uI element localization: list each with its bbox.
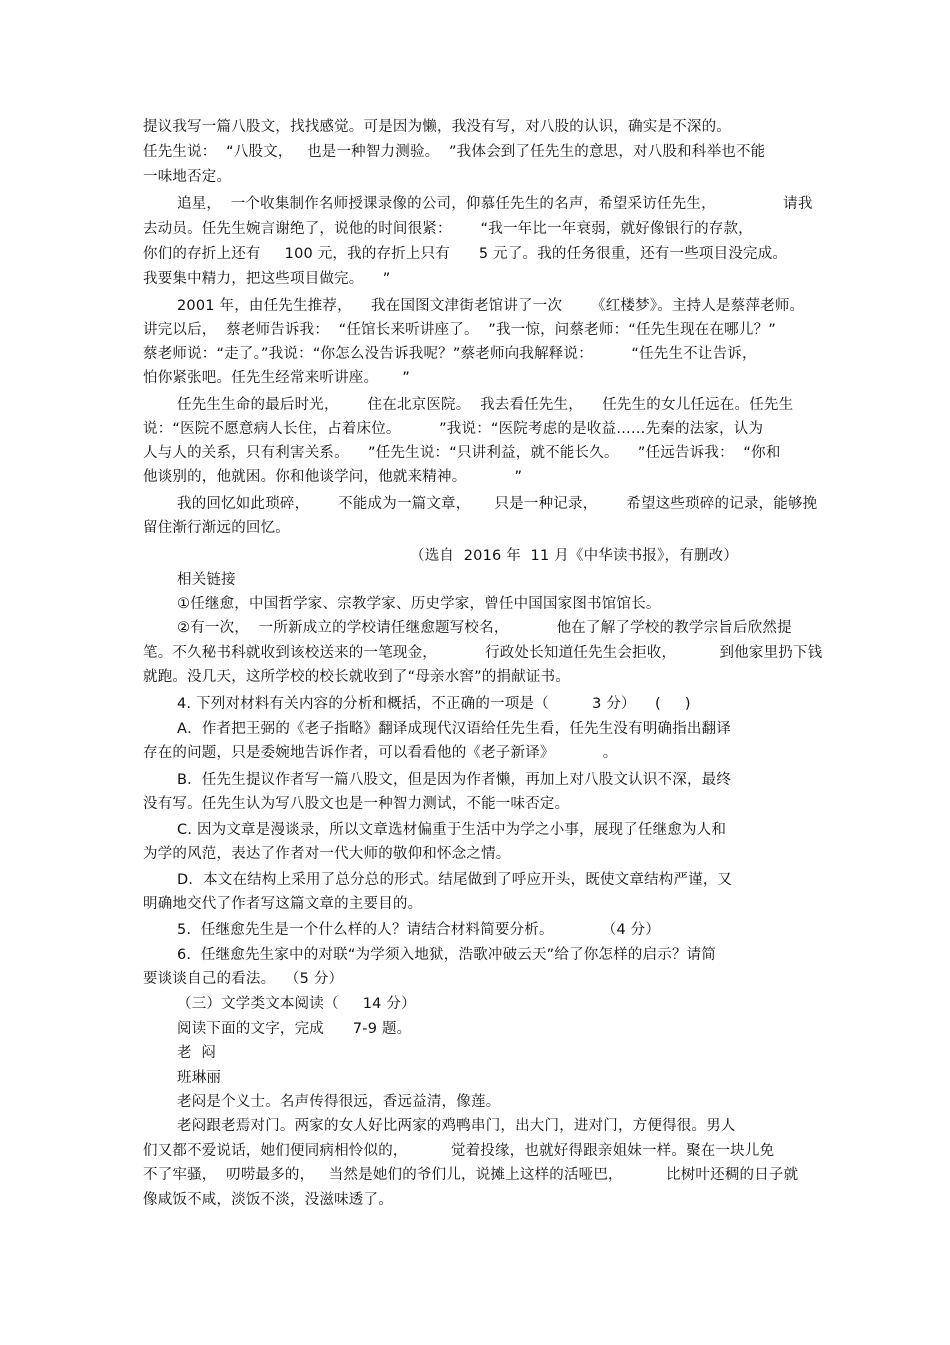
text-line: 我的回忆如此琐碎， 不能成为一篇文章， 只是一种记录， 希望这些琐碎的记录，能够挽 <box>177 496 818 512</box>
text-line: ②有一次， 一所新成立的学校请任继愈题写校名， 他在了解了学校的教学宗旨后欣然提 <box>177 620 792 636</box>
question-6: 6. 任继愈先生家中的对联“为学须入地狱，浩歌冲破云天”给了你怎样的启示？请简 <box>177 947 717 963</box>
text-line: ①任继愈，中国哲学家、宗教学家、历史学家，曾任中国国家图书馆馆长。 <box>177 596 661 612</box>
text-line: 们又都不爱说话，她们便同病相怜似的， 觉着投缘，也就好得跟亲姐妹一样。聚在一块儿免 <box>143 1143 775 1159</box>
text-line: 说：“医院不愿意病人长住，占着床位。 ”我说：“医院考虑的是收益……先秦的法家，认为 <box>143 421 764 437</box>
text-line: 笔。不久秘书科就收到该校送来的一笔现金， 行政处长知道任先生会拒收， 到他家里扔下钱 <box>143 645 823 661</box>
option-c: C. 因为文章是漫谈录，所以文章选材偏重于生活中为学之小事，展现了任继愈为人和 <box>177 822 727 838</box>
question-5: 5. 任继愈先生是一个什么样的人？请结合材料简要分析。 （4 分） <box>177 922 661 938</box>
text-line: 他谈别的，他就困。你和他谈学问，他就来精神。 ” <box>143 469 523 485</box>
text-line: 去动员。任先生婉言谢绝了，说他的时间很紧： “我一年比一年衰弱，就好像银行的存款， <box>143 221 753 237</box>
text-line: 阅读下面的文字，完成 7-9 题。 <box>177 1021 412 1037</box>
text-line: 老闷跟老焉对门。两家的女人好比两家的鸡鸭串门，出大门，进对门，方便得很。男人 <box>177 1118 736 1134</box>
text-line: 明确地交代了作者写这篇文章的主要目的。 <box>143 896 423 912</box>
text-line: 存在的问题，只是委婉地告诉作者，可以看看他的《老子新译》 。 <box>143 745 618 761</box>
text-line: 任先生说： “八股文， 也是一种智力测验。 ”我体会到了任先生的意思，对八股和科举也不能 <box>143 144 766 160</box>
text-line: 就跑。没几天，这所学校的校长就收到了“母亲水窖”的捐献证书。 <box>143 669 571 685</box>
text-line: 我要集中精力，把这些项目做完。 ” <box>143 271 391 287</box>
text-line: 你们的存折上还有 100 元，我的存折上只有 5 元了。我的任务很重，还有一些项目没完成。 <box>143 246 788 262</box>
text-line: 提议我写一篇八股文，找找感觉。可是因为懒，我没有写，对八股的认识，确实是不深的。 <box>143 119 731 135</box>
option-a: A．作者把王弼的《老子指略》翻译成现代汉语给任先生看，任先生没有明确指出翻译 <box>177 721 732 737</box>
text-line: 没有写。任先生认为写八股文也是一种智力测试，不能一味否定。 <box>143 796 570 812</box>
text-line: 不了牢骚， 叨唠最多的， 当然是她们的爷们儿，说摊上这样的活哑巴， 比树叶还稠的日子就 <box>143 1167 799 1183</box>
text-line: 一味地否定。 <box>143 169 232 185</box>
text-line: 蔡老师说：“走了。”我说：“你怎么没告诉我呢？”蔡老师向我解释说： “任先生不让告诉， <box>143 346 757 362</box>
text-line: 人与人的关系，只有利害关系。 ”任先生说：“只讲利益，就不能长久。 ”任远告诉我： “你和 <box>143 445 781 461</box>
question-4: 4. 下列对材料有关内容的分析和概括，不正确的一项是（ 3 分） ( ) <box>177 696 691 712</box>
text-line: 追星， 一个收集制作名师授课录像的公司，仰慕任先生的名声，希望采访任先生， 请我 <box>177 196 813 212</box>
text-line: 讲完以后， 蔡老师告诉我： “任馆长来听讲座了。 ”我一惊，问蔡老师：“任先生现在在哪儿？” <box>143 322 776 338</box>
section-heading: 相关链接 <box>177 572 236 588</box>
text-line: 像咸饭不咸，淡饭不淡，没滋味透了。 <box>143 1192 393 1208</box>
text-line: 为学的风范，表达了作者对一代大师的敬仰和怀念之情。 <box>143 846 511 862</box>
story-title: 老 闷 <box>177 1045 217 1061</box>
section-heading: （三）文学类文本阅读（ 14 分） <box>177 996 416 1012</box>
option-d: D．本文在结构上采用了总分总的形式。结尾做到了呼应开头，既使文章结构严谨，又 <box>177 872 733 888</box>
text-line: 怕你紧张吧。任先生经常来听讲座。 ” <box>143 370 410 386</box>
source-citation: （选自 2016 年 11 月《中华读书报》，有删改） <box>410 548 739 564</box>
story-author: 班琳丽 <box>177 1070 222 1086</box>
text-line: 老闷是个义士。名声传得很远，香远益清，像莲。 <box>177 1094 501 1110</box>
option-b: B．任先生提议作者写一篇八股文，但是因为作者懒，再加上对八股文认识不深，最终 <box>177 772 732 788</box>
text-line: 要谈谈自己的看法。 （5 分） <box>143 971 344 987</box>
text-line: 任先生生命的最后时光， 住在北京医院。 我去看任先生， 任先生的女儿任远在。任先生 <box>177 397 794 413</box>
text-line: 2001 年，由任先生推荐， 我在国图文津街老馆讲了一次 《红楼梦》。主持人是蔡萍老师。 <box>177 298 805 314</box>
text-line: 留住渐行渐远的回忆。 <box>143 520 290 536</box>
